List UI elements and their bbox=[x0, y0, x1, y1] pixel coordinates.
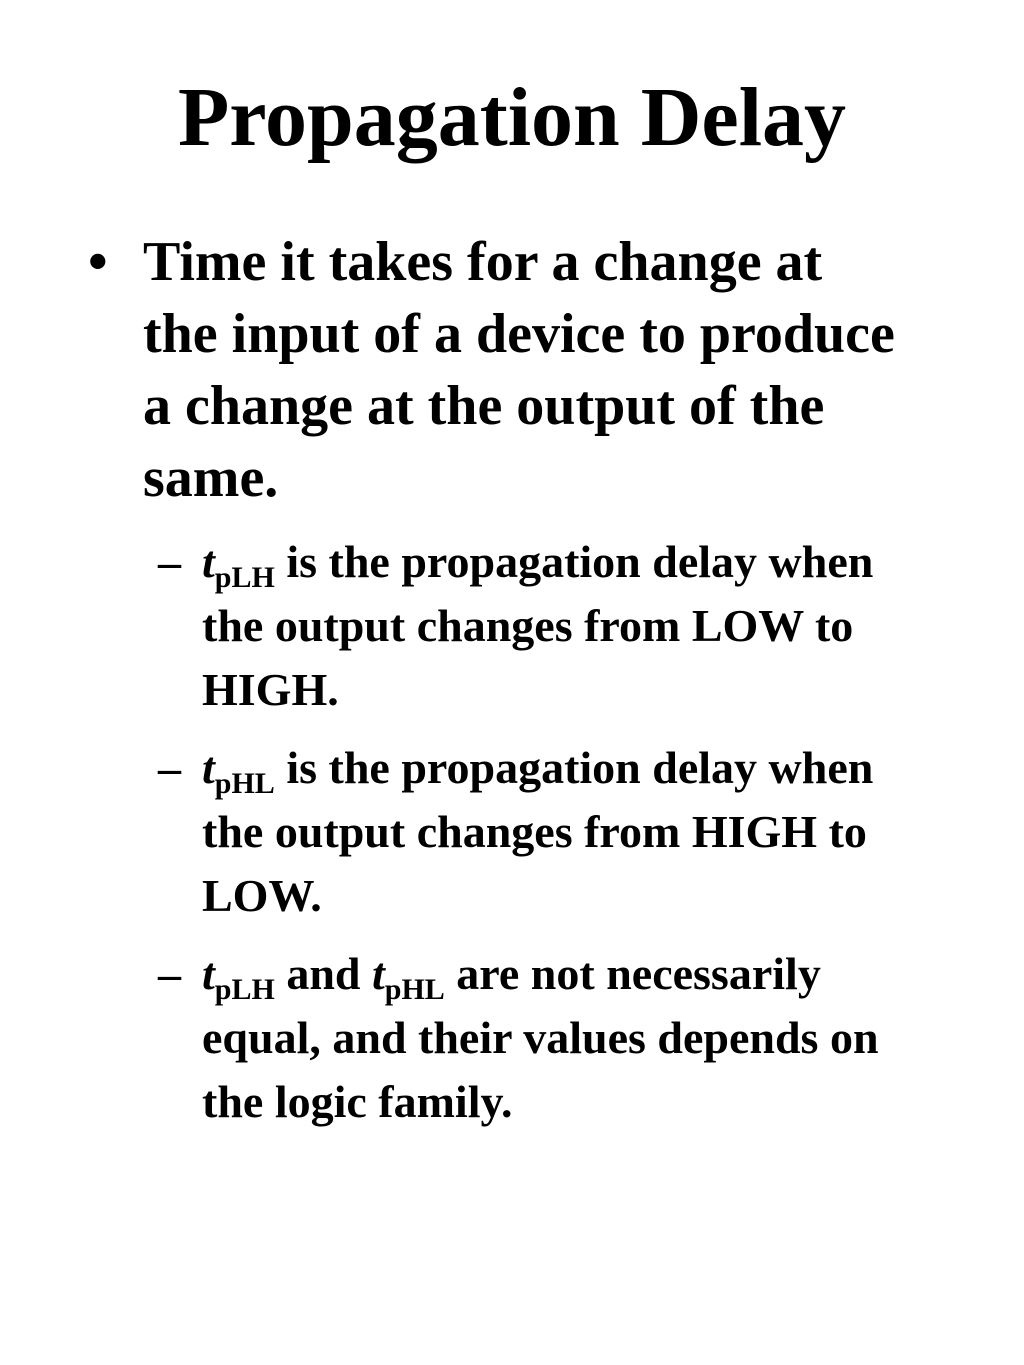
variable-t: t bbox=[371, 948, 385, 999]
subscript-phl: pHL bbox=[214, 767, 275, 800]
sub-bullet-text: is the propagation delay when the output changes from HIGH to LOW. bbox=[202, 742, 874, 921]
connector-text: and bbox=[274, 948, 372, 999]
sub-bullet-list bbox=[158, 530, 938, 1148]
main-bullet bbox=[88, 226, 908, 514]
sub-bullet-comparison bbox=[158, 942, 938, 1134]
sub-bullet-tplh bbox=[158, 530, 938, 722]
subscript-plh: pLH bbox=[214, 561, 275, 594]
dash-marker: – bbox=[158, 536, 181, 587]
subscript-plh: pLH bbox=[214, 973, 275, 1006]
main-bullet-text: Time it takes for a change at the input of a device to produce a change at the output of the same. bbox=[143, 231, 895, 509]
sub-bullet-body bbox=[202, 530, 938, 722]
variable-t: t bbox=[202, 742, 215, 793]
dash-marker: – bbox=[158, 742, 181, 793]
subscript-phl: pHL bbox=[384, 973, 445, 1006]
slide-title: Propagation Delay bbox=[177, 71, 847, 164]
variable-t: t bbox=[202, 536, 215, 587]
bullet-marker: • bbox=[88, 231, 108, 293]
sub-bullet-body bbox=[202, 942, 938, 1134]
sub-bullet-tphl bbox=[158, 736, 938, 928]
sub-bullet-text: are not necessarily equal, and their values depends on the logic family. bbox=[202, 948, 879, 1127]
variable-t: t bbox=[202, 948, 215, 999]
dash-marker: – bbox=[158, 948, 181, 999]
sub-bullet-body bbox=[202, 736, 938, 928]
sub-bullet-text: is the propagation delay when the output changes from LOW to HIGH. bbox=[202, 536, 874, 715]
